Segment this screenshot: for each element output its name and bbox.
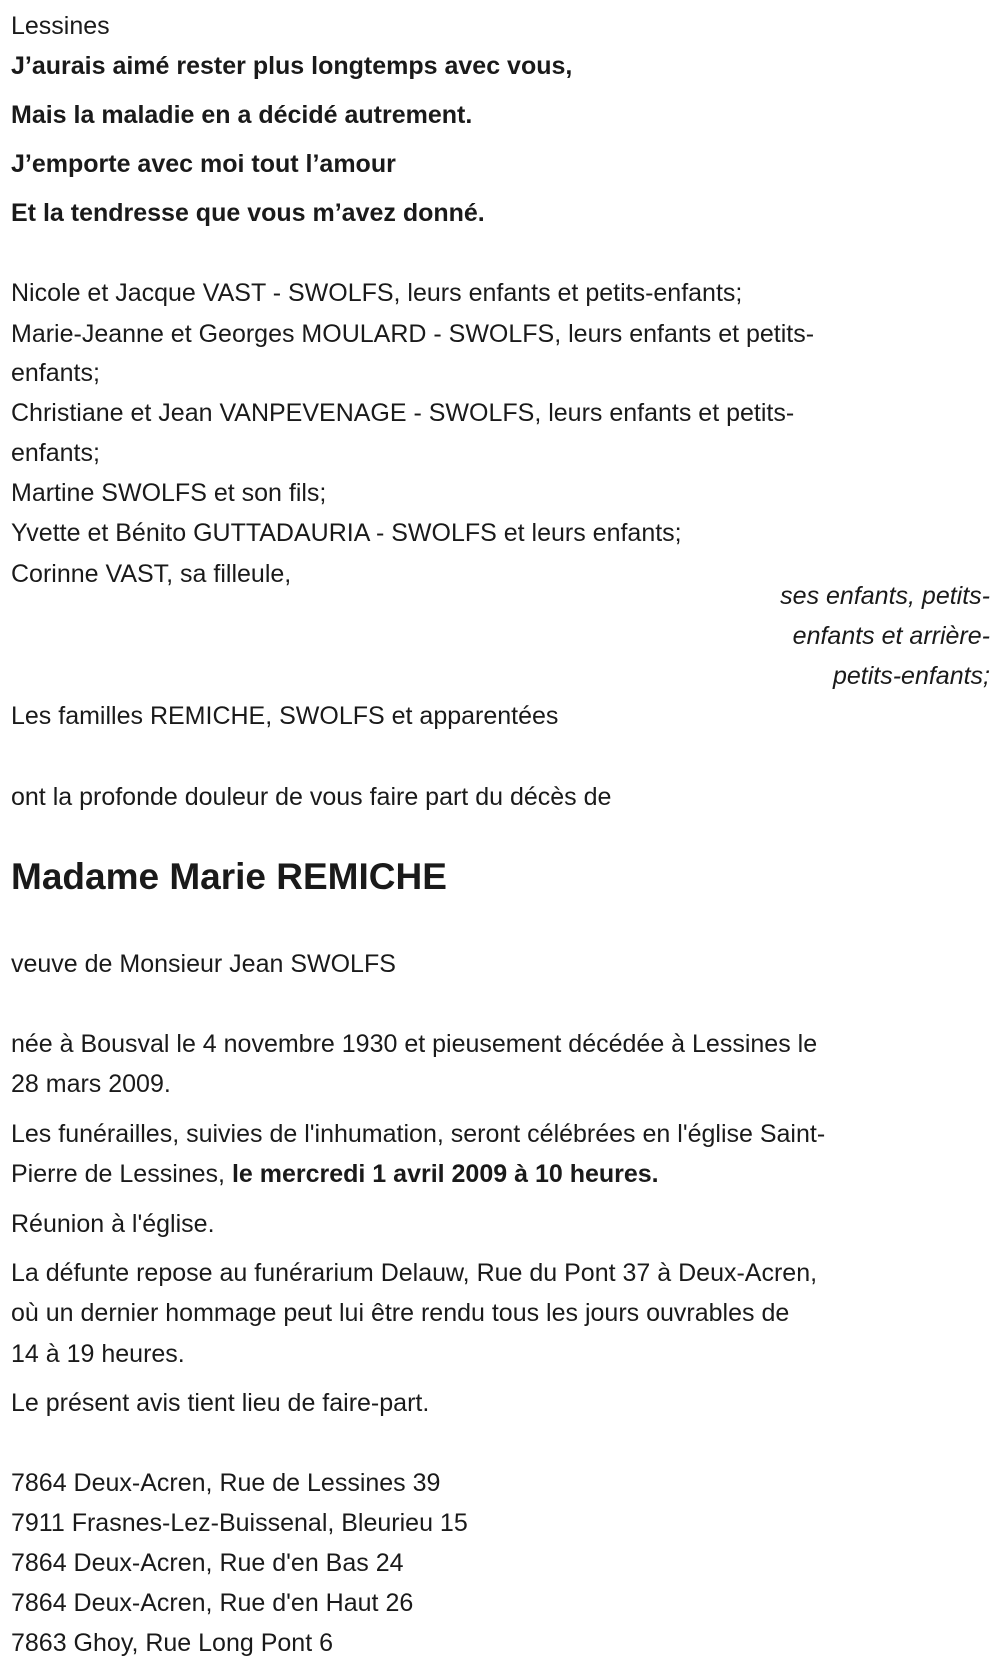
- funeral-line: [11, 1159, 659, 1189]
- widow-of: veuve de Monsieur Jean SWOLFS: [11, 950, 396, 978]
- funeral-date: le mercredi 1 avril 2009 à 10 heures.: [231, 1160, 659, 1188]
- descendants-line: petits-enfants;: [832, 662, 990, 690]
- meeting: Réunion à l'église.: [11, 1210, 215, 1238]
- address: 7863 Ghoy, Rue Long Pont 6: [11, 1629, 333, 1657]
- location: Lessines: [11, 12, 110, 40]
- poem-line: Mais la maladie en a décidé autrement.: [11, 101, 473, 129]
- family-line: Nicole et Jacque VAST - SWOLFS, leurs enfants et petits-enfants;: [11, 279, 743, 307]
- family-line: Marie-Jeanne et Georges MOULARD - SWOLFS, leurs enfants et petits-: [11, 320, 815, 348]
- address: 7864 Deux-Acren, Rue d'en Bas 24: [11, 1549, 404, 1577]
- visitation-line: 14 à 19 heures.: [11, 1340, 185, 1368]
- family-line: Martine SWOLFS et son fils;: [11, 479, 327, 507]
- family-line: Christiane et Jean VANPEVENAGE - SWOLFS, leurs enfants et petits-: [11, 399, 795, 427]
- families: Les familles REMICHE, SWOLFS et apparentées: [11, 702, 559, 730]
- address: 7864 Deux-Acren, Rue de Lessines 39: [11, 1469, 441, 1497]
- address: 7864 Deux-Acren, Rue d'en Haut 26: [11, 1589, 414, 1617]
- visitation-line: où un dernier hommage peut lui être rendu tous les jours ouvrables de: [11, 1299, 790, 1327]
- birth-death-line: née à Bousval le 4 novembre 1930 et pieusement décédée à Lessines le: [11, 1030, 818, 1058]
- descendants-line: ses enfants, petits-: [780, 582, 990, 610]
- poem-line: J’emporte avec moi tout l’amour: [11, 150, 396, 178]
- birth-death-line: 28 mars 2009.: [11, 1070, 171, 1098]
- announcement: ont la profonde douleur de vous faire part du décès de: [11, 783, 612, 811]
- notice: Le présent avis tient lieu de faire-part.: [11, 1389, 430, 1417]
- descendants-line: enfants et arrière-: [792, 622, 990, 650]
- funeral-line: Les funérailles, suivies de l'inhumation, seront célébrées en l'église Saint-: [11, 1120, 826, 1148]
- address: 7911 Frasnes-Lez-Buissenal, Bleurieu 15: [11, 1509, 468, 1537]
- family-line: Corinne VAST, sa filleule,: [11, 560, 292, 588]
- deceased-name: Madame Marie REMICHE: [11, 856, 447, 897]
- family-line: Yvette et Bénito GUTTADAURIA - SWOLFS et leurs enfants;: [11, 519, 682, 547]
- family-line: enfants;: [11, 359, 100, 387]
- poem-line: J’aurais aimé rester plus longtemps avec vous,: [11, 52, 573, 80]
- family-line: enfants;: [11, 439, 100, 467]
- visitation-line: La défunte repose au funérarium Delauw, Rue du Pont 37 à Deux-Acren,: [11, 1259, 818, 1287]
- poem-line: Et la tendresse que vous m’avez donné.: [11, 199, 485, 227]
- funeral-place: Pierre de Lessines,: [11, 1160, 232, 1188]
